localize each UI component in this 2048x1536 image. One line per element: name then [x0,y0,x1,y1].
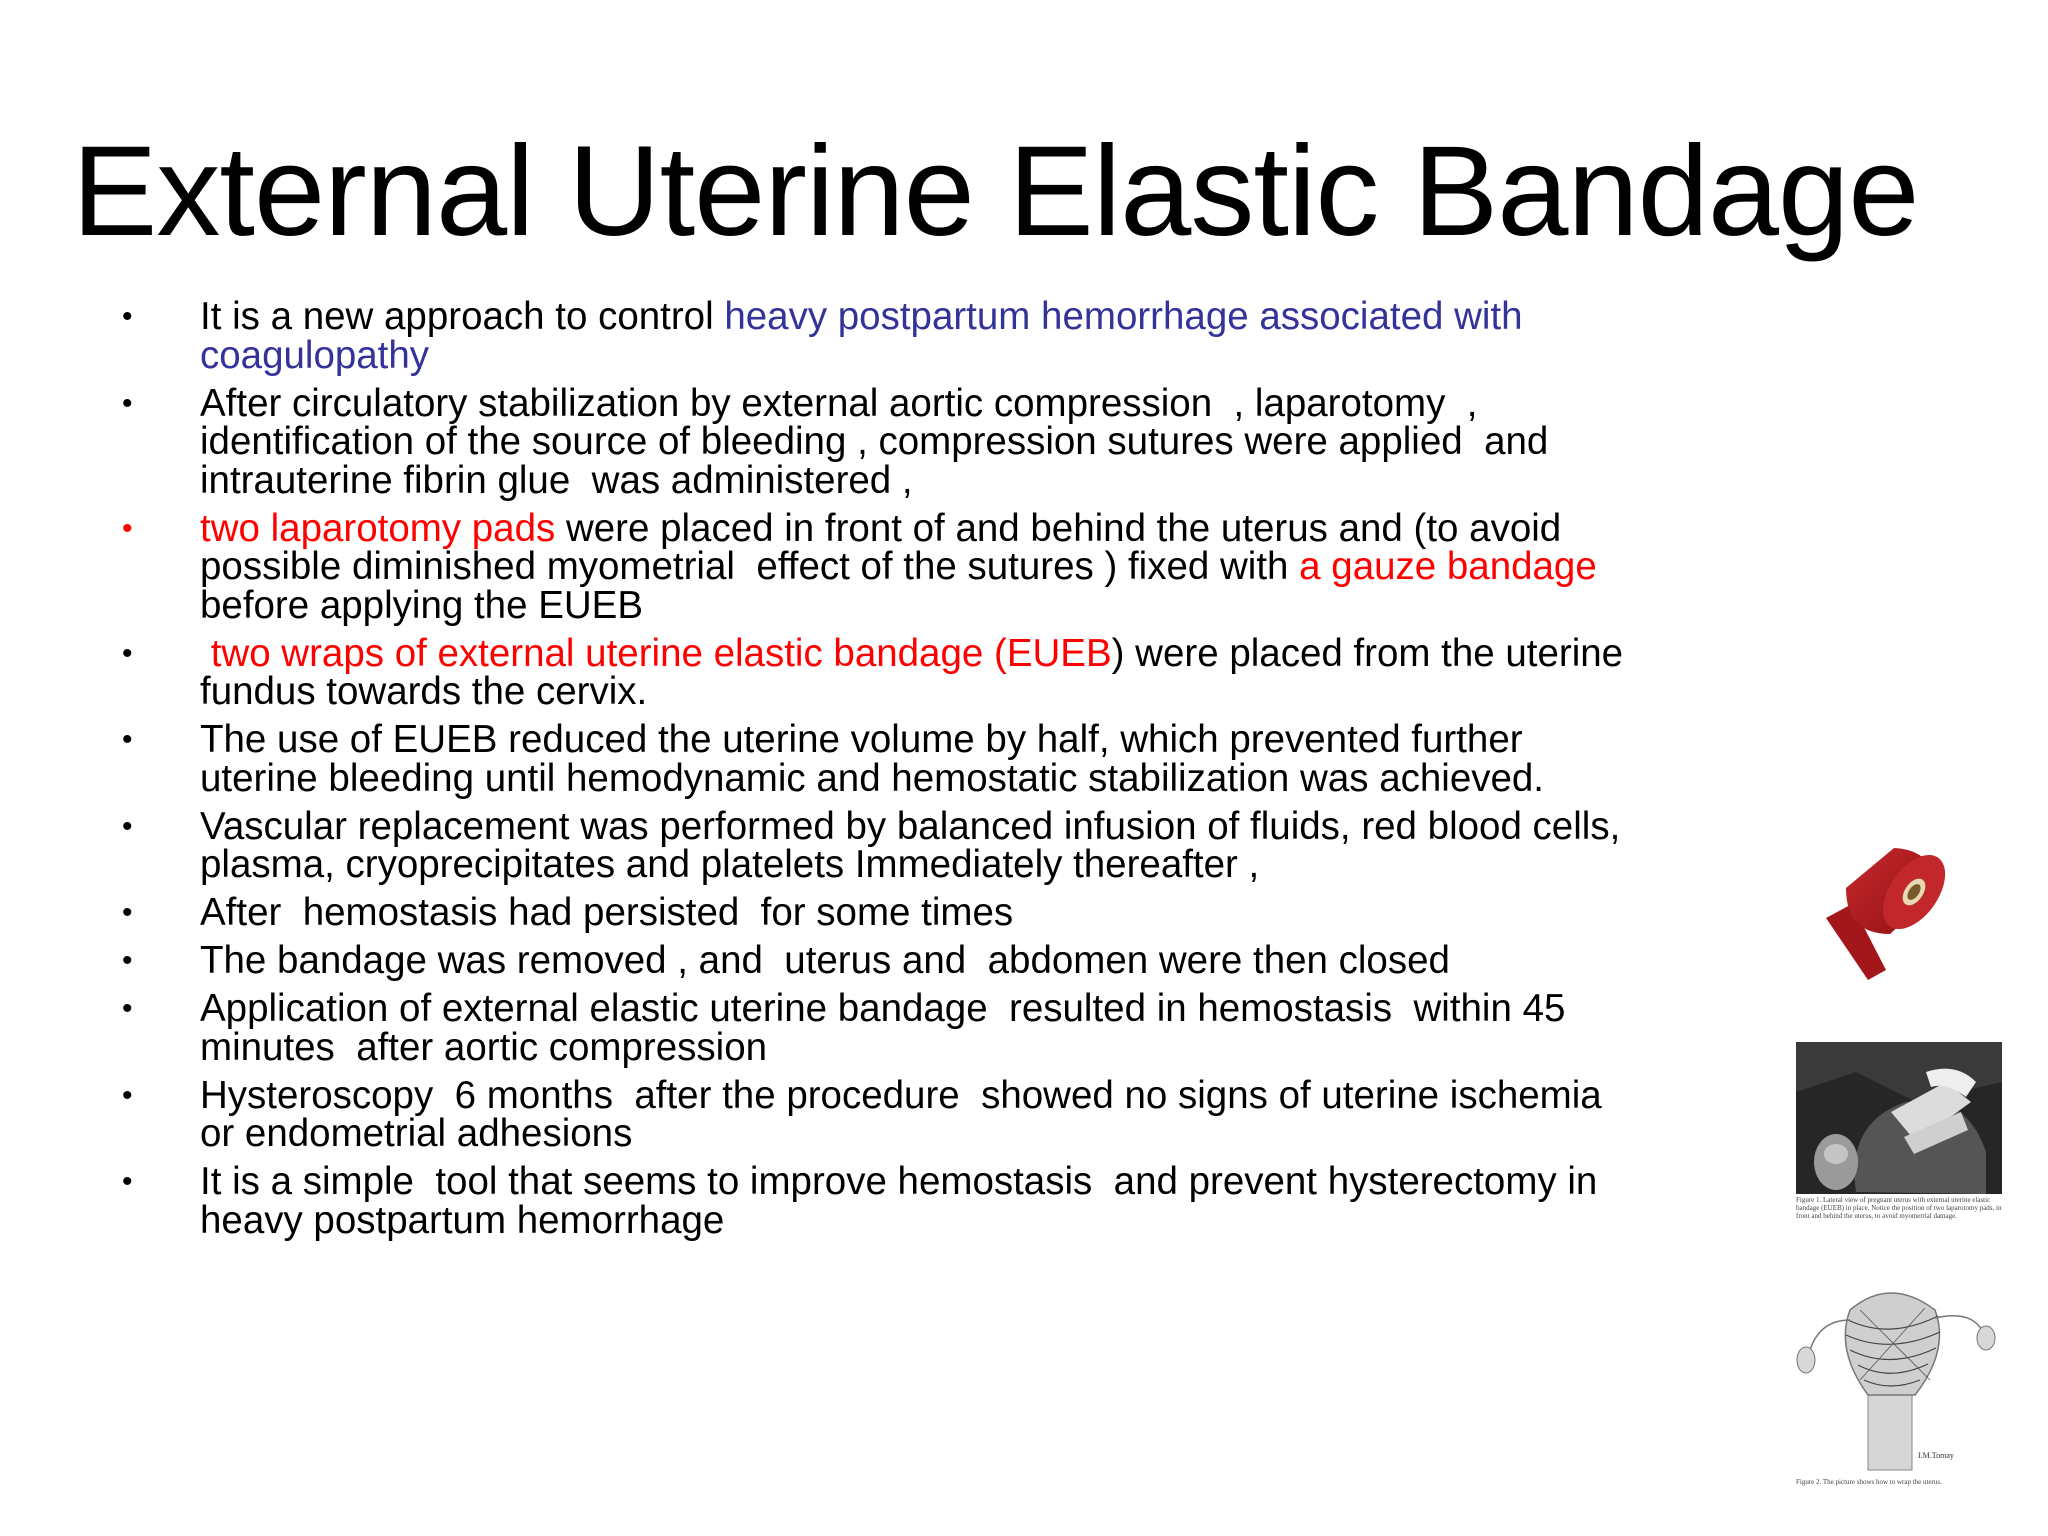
bullet-item [122,631,1642,713]
bullet-text: The use of EUEB reduced the uterine volume by half, which prevented further uterine bleeding until hemodynamic and hemostatic stabilization was achieved. [200,718,1545,800]
bullet-dot-icon: • [122,723,133,756]
bullet-text: two wraps of external uterine elastic bandage (EUEB [200,631,1112,675]
bullet-text: Application of external elastic uterine bandage resulted in hemostasis within 45 minutes after aortic compression [200,987,1577,1069]
bullet-item [122,1073,1642,1155]
bullet-text: ) were placed from the uterine fundus towards the cervix. [200,631,1634,713]
bullet-text: before applying the EUEB [200,545,1608,627]
figure-1-caption: Figure 1. Lateral view of pregnant uterus with external uterine elastic bandage (EUEB) in place. Notice the position of two laparotomy pads, in front and behind the uterus, to avoid myometrial damage. [1796,1196,2002,1220]
bullet-text: heavy postpartum hemorrhage associated with coagulopathy [200,295,1534,377]
bullet-dot-icon: • [122,511,133,545]
bullet-item [122,1160,1642,1242]
bullet-dot-icon: • [122,300,133,333]
bullet-text: It is a new approach to control [200,295,725,338]
bullet-text: Hysteroscopy 6 months after the procedure showed no signs of uterine ischemia or endometrial adhesions [200,1073,1613,1155]
bullet-dot-icon: • [122,992,133,1025]
bullet-text: Vascular replacement was performed by balanced infusion of fluids, red blood cells, plasma, cryoprecipitates and platelets Immediately thereafter , [200,804,1631,886]
surgical-photo-image [1796,1042,2002,1194]
bullet-text: a gauze bandage [1299,545,1597,588]
bullet-dot-icon: • [122,636,133,670]
bullet-text: two laparotomy pads [200,506,556,550]
bullet-item [122,718,1642,800]
bullet-text: After circulatory stabilization by external aortic compression , laparotomy , identification of the source of bleeding , compression sutures were applied and intrauterine fibrin glue was administered , [200,381,1560,502]
bullet-text: After hemostasis had persisted for some times [200,891,1014,934]
bullet-text: It is a simple tool that seems to improve hemostasis and prevent hysterectomy in heavy postpartum hemorrhage [200,1160,1609,1242]
bullet-item [122,804,1642,886]
bullet-dot-icon: • [122,896,133,929]
drawing-signature: I.M.Tomay [1918,1451,1954,1460]
bullet-dot-icon: • [122,809,133,843]
bullet-text: were placed in front of and behind the uterus and (to avoid possible diminished myometrial effect of the sutures ) fixed with [200,506,1572,588]
bullet-dot-icon: • [122,1078,133,1112]
bullet-text: The bandage was removed , and uterus and abdomen were then closed [200,939,1450,982]
uterus-drawing-image [1790,1280,2000,1476]
bullet-item [122,939,1642,982]
bullet-dot-icon: • [122,386,133,420]
bullet-item [122,295,1642,377]
slide-title: External Uterine Elastic Bandage [72,120,1919,263]
bullet-dot-icon: • [122,1165,133,1198]
figure-2-caption: Figure 2. The picture shows how to wrap the uterus. [1796,1478,1942,1486]
bullet-item [122,381,1642,502]
bullet-dot-icon: • [122,944,133,977]
bandage-roll-image [1806,830,1956,990]
bullet-item [122,891,1642,934]
bullet-item [122,987,1642,1069]
bullet-item [122,506,1642,627]
bullet-list [122,295,1642,1250]
